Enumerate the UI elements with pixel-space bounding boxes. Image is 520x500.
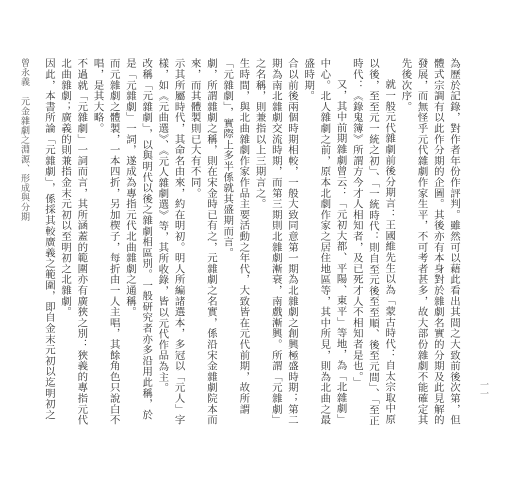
paragraph: 不過就「元雜劇」一詞而言，其所涵蓋的範圍亦有廣狹之別：狹義的專指元代北曲雜劇；廣義的則兼指金末元初以至明初之北雜劇。 bbox=[59, 58, 88, 426]
paragraph: 又，其中前期雜劇曾云：「元初大都、平陽、東平」等地，為「北雜劇」中心。北人雜劇之前，原本北劇作家之居住地區等，其中所見，則為北曲之最盛時期。 bbox=[302, 58, 347, 426]
book-title: 曾永義 bbox=[19, 58, 29, 87]
paragraph: 改稱「元雜劇」，以與明代以後之雜劇相區別。一般研究者亦多沿用此稱，於是「元雜劇」一詞，遂成為專指元代北曲雜劇之通稱。 bbox=[123, 58, 153, 420]
body-text bbox=[42, 58, 462, 430]
paragraph: 因此，本書所論「元雜劇」，係採其較廣義之範圍，即自金末元初以迄明初之 bbox=[42, 58, 55, 420]
page-number: 一一 bbox=[478, 380, 488, 398]
paragraph: 劇，所謂雜劇之稱，則在宋金時已有之，元雜劇之名實，係沿宋金雜劇院本而來，而其體製則已大有不同。 bbox=[188, 58, 217, 426]
paragraph: 生時間，與北曲雜劇作家作品主要活動之年代，大致皆在元代前期，故所謂「元雜劇」，實際上多半係就其盛期而言。 bbox=[221, 58, 250, 415]
running-footer bbox=[18, 58, 31, 438]
chapter-title: 元金雜劇之淵源、形成與分期 bbox=[19, 96, 29, 222]
paragraph: 合以前後兩個時期相較，一般大致同意第一期為北雜劇之創興極盛時期；第二期為南北雜劇交流時期，而第三期則北雜劇漸衰，南戲漸興。所謂「元雜劇」之名稱，則兼指以上三期言之。 bbox=[253, 58, 298, 426]
paragraph: 為歷於記錄，對作者年份作評判。雖然可以藉此看出其間之大致前後次第，但體式宗調有以此作分期的企圖。其後亦有本身對於雜劇名實的分期及此見解的發展，而無怪乎元代雜劇作家生平，不可考者甚多，故大部份雜劇不能確定其先後次序。 bbox=[399, 58, 460, 426]
paragraph: 示其所屬時代，其命名由來，約在明初。明人所編諸選本，多冠以「元人」字樣，如《元曲選》、《元人雜劇選》等，其所收錄，皆以元代作品為主。 bbox=[156, 58, 185, 426]
paragraph: 而元雜劇之體製，一本四折，另加楔子，每折由一人主唱，其餘角色只說白不唱，是其大略。 bbox=[91, 58, 120, 426]
paragraph: 就一般元代雜劇前後分期言：王國維先生以為「蒙古時代：自太宗取中原以後，至至元一統之初」、「一統時代：則自至元後至至順、後至元間」、「至正時代：《錄鬼簿》所謂方今才人相知者，及已死才人不相知者是也。」 bbox=[350, 58, 396, 426]
